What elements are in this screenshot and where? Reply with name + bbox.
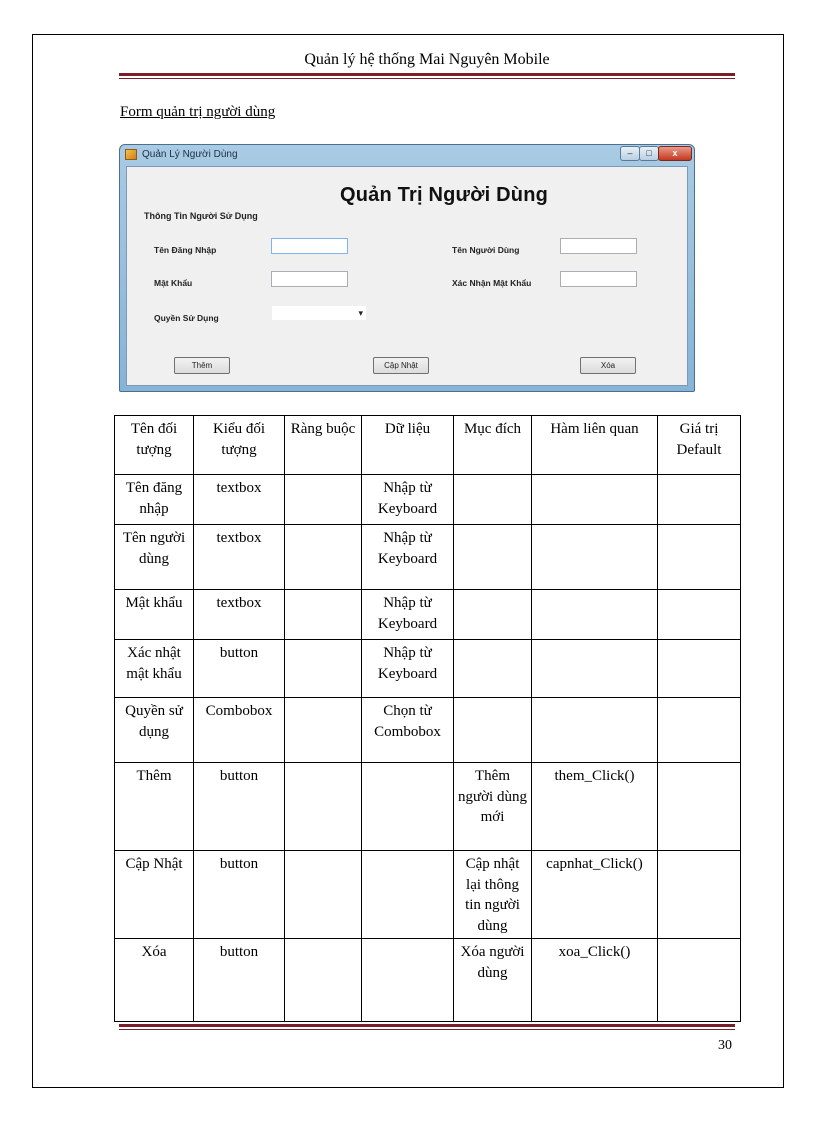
table-cell bbox=[285, 763, 362, 851]
section-title: Form quản trị người dùng bbox=[120, 104, 276, 120]
col-header: Ràng buộc bbox=[285, 416, 362, 475]
table-cell: them_Click() bbox=[532, 763, 658, 851]
fullname-label: Tên Người Dùng bbox=[452, 245, 520, 255]
table-row bbox=[115, 475, 741, 525]
table-cell: Xác nhật mật khẩu bbox=[115, 640, 194, 698]
table-cell bbox=[454, 590, 532, 640]
table-cell bbox=[658, 939, 741, 1022]
form-heading: Quản Trị Người Dùng bbox=[340, 184, 549, 206]
username-label: Tên Đăng Nhập bbox=[154, 245, 217, 255]
table-row bbox=[115, 851, 741, 939]
table-cell: Tên người dùng bbox=[115, 525, 194, 590]
table-cell bbox=[658, 698, 741, 763]
table-cell bbox=[454, 475, 532, 525]
table-cell: Thêm người dùng mới bbox=[454, 763, 532, 851]
table-cell: Cập Nhật bbox=[115, 851, 194, 939]
header-rule-thick bbox=[119, 73, 735, 76]
username-input[interactable] bbox=[271, 238, 348, 254]
table-cell: textbox bbox=[194, 525, 285, 590]
window-titlebar bbox=[120, 145, 694, 165]
table-cell: button bbox=[194, 851, 285, 939]
table-cell: Nhập từ Keyboard bbox=[362, 590, 454, 640]
password-input[interactable] bbox=[271, 271, 348, 287]
table-cell bbox=[362, 939, 454, 1022]
table-cell bbox=[658, 763, 741, 851]
table-header-row bbox=[115, 416, 741, 475]
page-header-title: Quản lý hệ thống Mai Nguyên Mobile bbox=[304, 51, 550, 68]
table-cell: Xóa bbox=[115, 939, 194, 1022]
table-cell: Mật khẩu bbox=[115, 590, 194, 640]
table-cell bbox=[454, 640, 532, 698]
table-cell bbox=[658, 851, 741, 939]
table-cell bbox=[658, 590, 741, 640]
table-row bbox=[115, 590, 741, 640]
table-cell: capnhat_Click() bbox=[532, 851, 658, 939]
table-cell: Cập nhật lại thông tin người dùng bbox=[454, 851, 532, 939]
delete-button[interactable]: Xóa bbox=[580, 357, 636, 374]
footer-rule-thin bbox=[119, 1029, 735, 1030]
confirm-password-label: Xác Nhận Mật Khẩu bbox=[452, 278, 532, 288]
update-button[interactable]: Cập Nhật bbox=[373, 357, 429, 374]
table-cell: Nhập từ Keyboard bbox=[362, 640, 454, 698]
password-label: Mật Khẩu bbox=[154, 278, 193, 288]
page-number: 30 bbox=[718, 1038, 732, 1053]
table-cell bbox=[285, 640, 362, 698]
table-cell bbox=[285, 590, 362, 640]
table-cell: Xóa người dùng bbox=[454, 939, 532, 1022]
table-cell: Quyền sử dụng bbox=[115, 698, 194, 763]
table-cell bbox=[532, 475, 658, 525]
object-spec-table bbox=[114, 415, 741, 1022]
table-cell bbox=[532, 590, 658, 640]
add-button[interactable]: Thêm bbox=[174, 357, 230, 374]
app-icon bbox=[125, 149, 137, 160]
table-cell: button bbox=[194, 763, 285, 851]
col-header: Tên đối tượng bbox=[115, 416, 194, 475]
table-row bbox=[115, 525, 741, 590]
table-cell: Tên đăng nhập bbox=[115, 475, 194, 525]
fullname-input[interactable] bbox=[560, 238, 637, 254]
col-header: Hàm liên quan bbox=[532, 416, 658, 475]
table-cell bbox=[658, 525, 741, 590]
table-cell bbox=[454, 525, 532, 590]
table-cell bbox=[285, 851, 362, 939]
table-cell bbox=[532, 698, 658, 763]
close-icon[interactable]: x bbox=[658, 146, 692, 161]
table-cell bbox=[285, 475, 362, 525]
table-row bbox=[115, 640, 741, 698]
table-cell bbox=[658, 640, 741, 698]
table-cell: textbox bbox=[194, 475, 285, 525]
table-row bbox=[115, 763, 741, 851]
col-header: Mục đích bbox=[454, 416, 532, 475]
maximize-icon[interactable]: □ bbox=[639, 146, 659, 161]
minimize-icon[interactable]: – bbox=[620, 146, 640, 161]
col-header: Dữ liệu bbox=[362, 416, 454, 475]
table-cell bbox=[532, 640, 658, 698]
table-row bbox=[115, 698, 741, 763]
user-admin-window-screenshot bbox=[119, 144, 695, 392]
table-cell: button bbox=[194, 939, 285, 1022]
table-row bbox=[115, 939, 741, 1022]
col-header: Kiểu đối tượng bbox=[194, 416, 285, 475]
table-cell: Nhập từ Keyboard bbox=[362, 525, 454, 590]
table-cell bbox=[454, 698, 532, 763]
header-rule-thin bbox=[119, 78, 735, 79]
table-cell bbox=[362, 851, 454, 939]
table-cell: Chọn từ Combobox bbox=[362, 698, 454, 763]
table-cell bbox=[658, 475, 741, 525]
table-cell bbox=[532, 525, 658, 590]
window-client-area bbox=[126, 166, 688, 386]
role-combobox[interactable] bbox=[271, 305, 367, 321]
confirm-password-input[interactable] bbox=[560, 271, 637, 287]
table-cell: textbox bbox=[194, 590, 285, 640]
col-header: Giá trị Default bbox=[658, 416, 741, 475]
table-cell bbox=[285, 698, 362, 763]
table-cell bbox=[285, 939, 362, 1022]
user-info-group-label: Thông Tin Người Sử Dụng bbox=[144, 211, 258, 221]
role-label: Quyền Sử Dụng bbox=[154, 313, 219, 323]
table-cell: Thêm bbox=[115, 763, 194, 851]
table-cell: Nhập từ Keyboard bbox=[362, 475, 454, 525]
chevron-down-icon[interactable]: ▾ bbox=[358, 308, 363, 318]
table-cell: button bbox=[194, 640, 285, 698]
table-cell: Combobox bbox=[194, 698, 285, 763]
table-cell bbox=[285, 525, 362, 590]
footer-rule-thick bbox=[119, 1024, 735, 1027]
table-cell: xoa_Click() bbox=[532, 939, 658, 1022]
window-title: Quản Lý Người Dùng bbox=[142, 149, 238, 160]
table-cell bbox=[362, 763, 454, 851]
